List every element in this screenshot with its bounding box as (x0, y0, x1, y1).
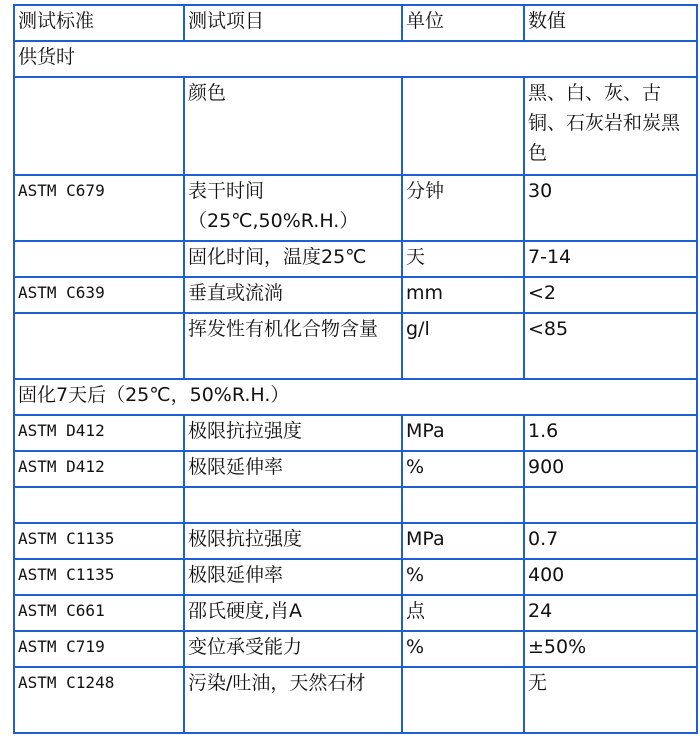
cell-unit (402, 77, 524, 175)
cell-value: 900 (524, 451, 697, 487)
cell-unit: % (402, 451, 524, 487)
header-value: 数值 (524, 5, 697, 41)
cell-value: 400 (524, 559, 697, 595)
cell-item: 表干时间（25℃,50%R.H.） (184, 175, 402, 241)
cell-unit: 分钟 (402, 175, 524, 241)
cell-standard: ASTM C1135 (14, 523, 184, 559)
cell-value: 1.6 (524, 415, 697, 451)
table-row (14, 77, 697, 175)
cell-value: 30 (524, 175, 697, 241)
table-row (14, 313, 697, 379)
cell-standard: ASTM C1248 (14, 667, 184, 733)
table-row (14, 631, 697, 667)
cell-value: 24 (524, 595, 697, 631)
cell-value: 0.7 (524, 523, 697, 559)
cell-unit: MPa (402, 415, 524, 451)
cell-value: 无 (524, 667, 697, 733)
cell-standard (14, 241, 184, 277)
cell-item: 极限抗拉强度 (184, 415, 402, 451)
cell-value: <85 (524, 313, 697, 379)
cell-standard (14, 313, 184, 379)
cell-item: 颜色 (184, 77, 402, 175)
cell-item: 邵氏硬度,肖A (184, 595, 402, 631)
table-row (14, 667, 697, 733)
table-row (14, 277, 697, 313)
cell-value: <2 (524, 277, 697, 313)
section-row (14, 41, 697, 77)
cell-item: 变位承受能力 (184, 631, 402, 667)
cell-standard (14, 77, 184, 175)
table-row (14, 595, 697, 631)
cell-item: 垂直或流淌 (184, 277, 402, 313)
cell-unit: MPa (402, 523, 524, 559)
cell-standard: ASTM C639 (14, 277, 184, 313)
cell-standard (14, 487, 184, 523)
cell-item: 极限延伸率 (184, 559, 402, 595)
cell-item: 固化时间，温度25℃ (184, 241, 402, 277)
cell-unit (402, 487, 524, 523)
table-row (14, 415, 697, 451)
cell-unit (402, 667, 524, 733)
cell-unit: 点 (402, 595, 524, 631)
table-row (14, 559, 697, 595)
table-row (14, 175, 697, 241)
section-row (14, 379, 697, 415)
table-row (14, 241, 697, 277)
header-row (14, 5, 697, 41)
cell-item: 极限延伸率 (184, 451, 402, 487)
cell-unit: % (402, 631, 524, 667)
cell-value (524, 487, 697, 523)
cell-unit: mm (402, 277, 524, 313)
header-standard: 测试标准 (14, 5, 184, 41)
cell-standard: ASTM C719 (14, 631, 184, 667)
cell-standard: ASTM C1135 (14, 559, 184, 595)
cell-value: 黑、白、灰、古铜、石灰岩和炭黑色 (524, 77, 697, 175)
cell-item: 污染/吐油，天然石材 (184, 667, 402, 733)
header-unit: 单位 (402, 5, 524, 41)
cell-item: 极限抗拉强度 (184, 523, 402, 559)
cell-standard: ASTM D412 (14, 415, 184, 451)
cell-standard: ASTM D412 (14, 451, 184, 487)
table-row (14, 487, 697, 523)
cell-standard: ASTM C679 (14, 175, 184, 241)
cell-standard: ASTM C661 (14, 595, 184, 631)
section-title: 供货时 (14, 41, 697, 77)
table-row (14, 451, 697, 487)
section-title: 固化7天后（25℃，50%R.H.） (14, 379, 697, 415)
cell-unit: % (402, 559, 524, 595)
cell-unit: 天 (402, 241, 524, 277)
spec-table (13, 4, 698, 734)
cell-item: 挥发性有机化合物含量 (184, 313, 402, 379)
table-row (14, 523, 697, 559)
cell-value: ±50% (524, 631, 697, 667)
cell-item (184, 487, 402, 523)
header-item: 测试项目 (184, 5, 402, 41)
cell-unit: g/l (402, 313, 524, 379)
cell-value: 7-14 (524, 241, 697, 277)
